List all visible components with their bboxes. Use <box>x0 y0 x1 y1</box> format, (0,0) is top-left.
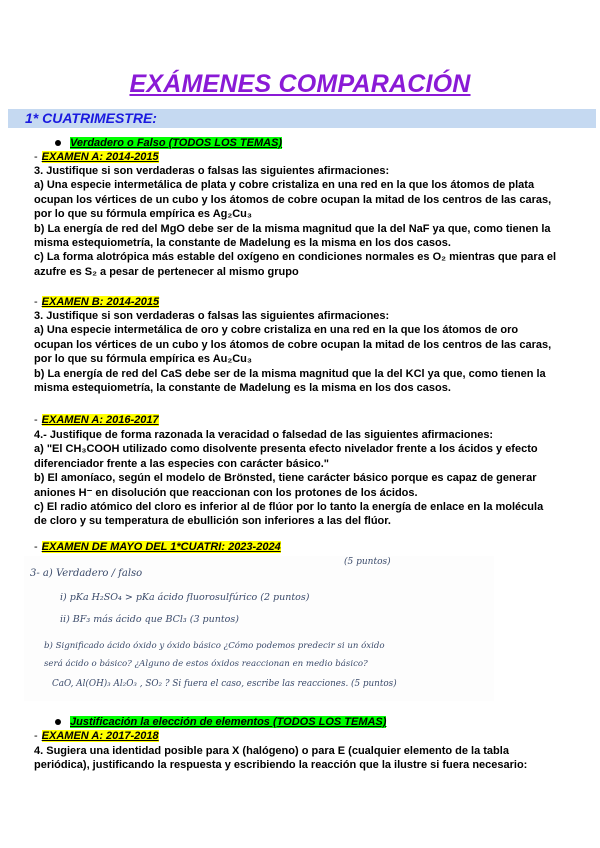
cuatrimestre-heading: 1* CUATRIMESTRE: <box>25 110 157 126</box>
handwritten-exam-image <box>24 556 494 701</box>
exam-5-text <box>34 744 574 773</box>
exam-label: EXAMEN A: 2014-2015 <box>41 151 159 163</box>
text-line: 4. Sugiera una identidad posible para X (halógeno) o para E (cualquier elemento de la tabla <box>34 745 509 757</box>
section-vf-label: Verdadero o Falso (TODOS LOS TEMAS) <box>70 137 283 149</box>
text-line: periódica), justificando la respuesta y escribiendo la reacción que la ilustre si fuera necesario: <box>34 759 528 772</box>
text-line: por lo que su fórmula empírica es Ag₂Cu₃ <box>34 208 252 221</box>
exam-heading-3: - EXAMEN A: 2016-2017 <box>34 414 159 426</box>
section-just-label: Justificación la elección de elementos (TODOS LOS TEMAS) <box>70 716 387 728</box>
exam-3-text <box>34 428 574 529</box>
exam-2-text <box>34 309 574 395</box>
text-line: b) La energía de red del MgO debe ser de la misma magnitud que la del NaF ya que, como tienen la <box>34 222 551 235</box>
handwriting-line-4: b) Significado ácido óxido y óxido básico ¿Cómo podemos predecir si un óxido <box>44 641 385 651</box>
text-line: b) La energía de red del CaS debe ser de la misma magnitud que la del KCl ya que, como tienen la <box>34 367 546 380</box>
text-line: c) La forma alotrópica más estable del oxígeno en condiciones normales es O₂ mientras que para el <box>34 251 557 264</box>
text-line: a) "El CH₃COOH utilizado como disolvente presenta efecto nivelador frente a los ácidos y efecto <box>34 443 538 456</box>
exam-1-text <box>34 164 574 279</box>
text-line: por lo que su fórmula empírica es Au₂Cu₃ <box>34 353 252 366</box>
exam-heading-1: - EXAMEN A: 2014-2015 <box>34 151 159 163</box>
section-just-heading <box>55 716 386 728</box>
text-line: c) El radio atómico del cloro es inferior al de flúor por lo tanto la energía de enlace en la molécula <box>34 501 544 514</box>
text-line: aniones H⁻ en disolución que reaccionan con los protones de los ácidos. <box>34 486 418 499</box>
handwriting-top: (5 puntos) <box>344 557 391 567</box>
text-line: ocupan los vértices de un cubo y los átomos de cobre ocupan la mitad de los centros de las caras, <box>34 338 552 351</box>
text-line: 3. Justifique si son verdaderas o falsas las siguientes afirmaciones: <box>34 165 390 177</box>
text-line: 3. Justifique si son verdaderas o falsas las siguientes afirmaciones: <box>34 310 390 322</box>
text-line: 4.- Justifique de forma razonada la veracidad o falsedad de las siguientes afirmaciones: <box>34 429 494 441</box>
exam-heading-2: - EXAMEN B: 2014-2015 <box>34 296 160 308</box>
exam-label: EXAMEN B: 2014-2015 <box>41 296 160 308</box>
handwriting-line-1: 3- a) Verdadero / falso <box>30 568 143 579</box>
exam-heading-5: - EXAMEN A: 2017-2018 <box>34 730 159 742</box>
text-line: misma estequiometría, la constante de Madelung es la misma en los dos casos. <box>34 382 451 395</box>
bullet-icon <box>55 719 61 725</box>
handwriting-svg <box>24 556 494 701</box>
handwriting-line-6: CaO, Al(OH)₃ Al₂O₃ , SO₂ ? Si fuera el caso, escribe las reacciones. (5 puntos) <box>52 679 397 689</box>
bullet-icon <box>55 140 61 146</box>
exam-label: EXAMEN DE MAYO DEL 1*CUATRI: 2023-2024 <box>41 541 281 553</box>
text-line: diferenciador frente a las especies con carácter básico." <box>34 457 330 470</box>
text-line: de cloro y su temperatura de ebullición son inferiores a las del flúor. <box>34 515 391 528</box>
exam-label: EXAMEN A: 2016-2017 <box>41 414 159 426</box>
section-vf-heading <box>55 137 282 149</box>
exam-label: EXAMEN A: 2017-2018 <box>41 730 159 742</box>
text-line: ocupan los vértices de un cubo y los átomos de cobre ocupan la mitad de los centros de las caras, <box>34 193 552 206</box>
exam-heading-4: - EXAMEN DE MAYO DEL 1*CUATRI: 2023-2024 <box>34 541 281 553</box>
text-line: a) Una especie intermetálica de plata y cobre cristaliza en una red en la que los átomos de plata <box>34 179 535 192</box>
text-line: azufre es S₂ a pesar de pertenecer al mismo grupo <box>34 265 299 278</box>
handwriting-line-3: ii) BF₃ más ácido que BCl₃ (3 puntos) <box>60 614 239 625</box>
text-line: b) El amoníaco, según el modelo de Brönsted, tiene carácter básico porque es capaz de generar <box>34 472 537 485</box>
text-line: misma estequiometría, la constante de Madelung es la misma en los dos casos. <box>34 237 451 250</box>
handwriting-line-2: i) pKa H₂SO₄ > pKa ácido fluorosulfúrico (2 puntos) <box>60 592 310 603</box>
handwriting-line-5: será ácido o básico? ¿Alguno de estos óxidos reaccionan en medio básico? <box>44 659 368 669</box>
document-title: EXÁMENES COMPARACIÓN <box>129 70 471 98</box>
text-line: a) Una especie intermetálica de oro y cobre cristaliza en una red en la que los átomos de oro <box>34 324 519 337</box>
